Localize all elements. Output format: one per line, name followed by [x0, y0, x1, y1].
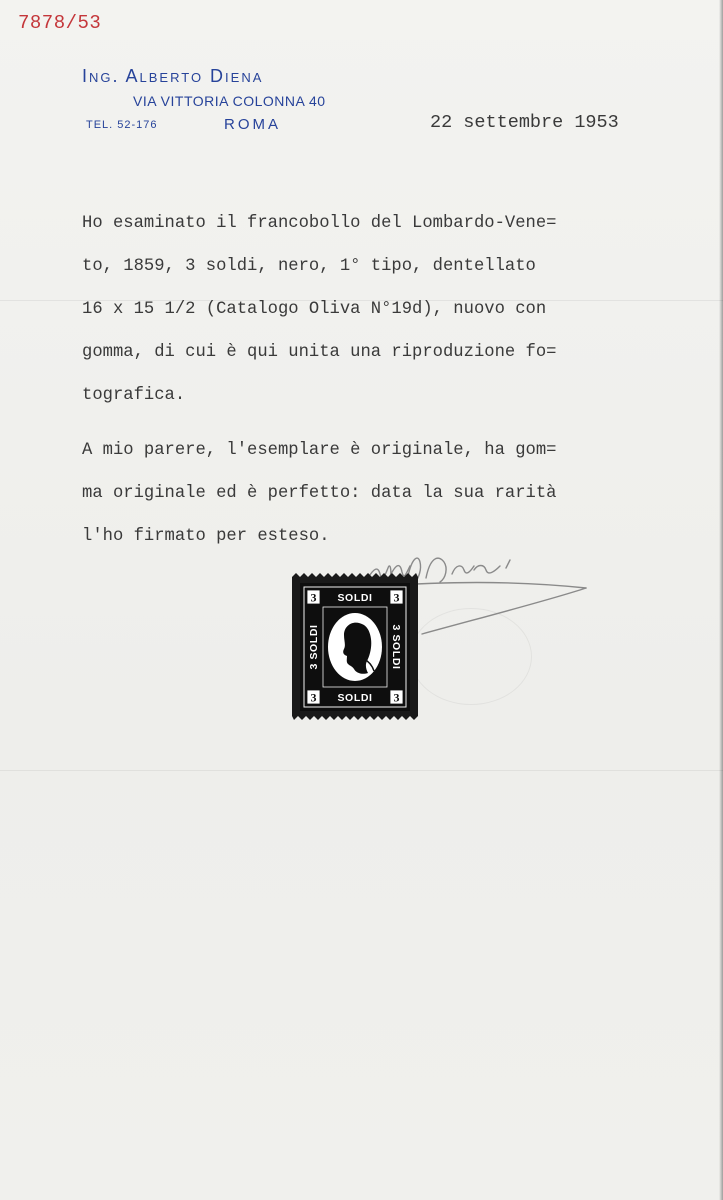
certificate-date: 22 settembre 1953 [430, 112, 619, 133]
paragraph-opinion [82, 429, 682, 558]
text-line: Ho esaminato il francobollo del Lombardo-Vene= [82, 214, 557, 233]
stamp-corner-value: 3 [310, 690, 317, 705]
stamp-reproduction [292, 573, 418, 720]
paper-fold [0, 770, 723, 771]
stamp-corner-value: 3 [393, 590, 400, 605]
paragraph-examination [82, 202, 682, 417]
stamp-corner-value: 3 [310, 590, 317, 605]
text-line: gomma, di cui è qui unita una riproduzione fo= [82, 343, 557, 362]
stamp-right-label: 3 SOLDI [390, 624, 402, 670]
text-line: to, 1859, 3 soldi, nero, 1° tipo, dentellato [82, 257, 536, 276]
letterhead-name: Ing. Alberto Diena [82, 66, 264, 86]
reference-number: 7878/53 [18, 12, 102, 34]
text-line: l'ho firmato per esteso. [82, 527, 330, 546]
text-line: 16 x 15 1/2 (Catalogo Oliva N°19d), nuovo con [82, 300, 547, 319]
text-line: A mio parere, l'esemplare è originale, ha gom= [82, 441, 557, 460]
letterhead-city: ROMA [224, 116, 281, 133]
paper-edge [719, 0, 723, 1200]
letterhead-telephone: TEL. 52-176 [86, 119, 158, 131]
text-line: ma originale ed è perfetto: data la sua rarità [82, 484, 557, 503]
stamp-bottom-label: SOLDI [337, 692, 373, 704]
stamp-left-label: 3 SOLDI [308, 624, 320, 670]
letterhead-street: VIA VITTORIA COLONNA 40 [133, 93, 326, 109]
stamp-corner-value: 3 [393, 690, 400, 705]
text-line: tografica. [82, 386, 186, 405]
stamp-top-label: SOLDI [337, 592, 373, 604]
